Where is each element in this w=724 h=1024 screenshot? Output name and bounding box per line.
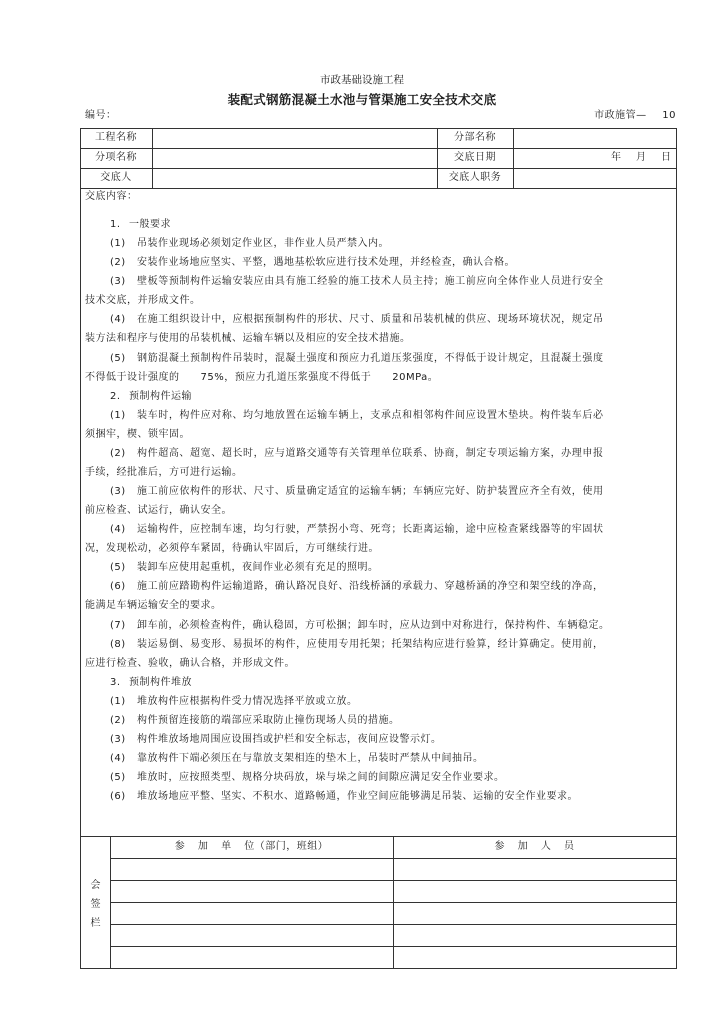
presenter-label: 交底人 <box>100 172 132 183</box>
date-year-label: 年 <box>611 152 622 163</box>
item-text-line: 堆放时，应按照类型、规格分块码放，垛与垛之间的间隙应满足安全作业要求。 <box>137 772 505 783</box>
item-text-line: 构件预留连接筋的端部应采取防止撞伤现场人员的措施。 <box>137 714 400 726</box>
item-number: (1) <box>110 695 126 707</box>
item-text-continuation: 前应检查、试运行，确认安全。 <box>85 505 232 517</box>
item-text-line: 靠放构件下端必须压在与靠放支架相连的垫木上，吊装时严禁从中间抽吊。 <box>137 753 484 764</box>
item-number: (6) <box>110 581 126 593</box>
section-number: 2. <box>110 390 121 402</box>
item-text-continuation: 应进行检查、验收，确认合格，并形成文件。 <box>85 657 295 669</box>
disclosure-content-label: 交底内容： <box>85 191 138 202</box>
item-text-line: 堆放构件应根据构件受力情况选择平放或立放。 <box>137 695 358 707</box>
item-text-line: 构件堆放场地周围应设围挡或护栏和安全标志，夜间应设警示灯。 <box>137 733 442 745</box>
signoff-row <box>110 858 676 859</box>
signoff-unit-header: 参 加 单 位（部门，班组） <box>174 841 329 852</box>
item-number: (8) <box>110 638 126 650</box>
serial-number-label: 编号： <box>85 110 117 121</box>
item-number: (3) <box>110 486 126 497</box>
division-label: 分部名称 <box>454 132 496 143</box>
item-text-line: 施工前应依构件的形状、尺寸、质量确定适宜的运输车辆；车辆应完好、防护装置应齐全有效，使用 <box>137 486 603 497</box>
item-text-continuation: 技术交底，并形成文件。 <box>85 295 201 307</box>
item-number: (1) <box>110 409 126 421</box>
item-number: (1) <box>110 238 126 250</box>
section-number: 3. <box>110 676 121 688</box>
signoff-row <box>110 946 676 947</box>
item-text-continuation: 况，发现松动，必须停车紧固，待确认牢固后，方可继续行进。 <box>85 543 379 555</box>
item-number: (4) <box>110 753 126 764</box>
item-number: (3) <box>110 733 126 745</box>
item-text-line: 装卸车应使用起重机，夜间作业必须有充足的照明。 <box>137 562 379 574</box>
item-text-continuation: 能满足车辆运输安全的要求。 <box>85 600 222 612</box>
document-category-title: 市政基础设施工程 <box>320 74 404 86</box>
item-text-line: 在施工组织设计中，应根据预制构件的形状、尺寸、质量和吊装机械的供应、现场环境状况，规定吊 <box>137 314 603 326</box>
section-heading: 一般要求 <box>129 219 171 230</box>
item-text-line: 施工前应踏勘构件运输道路，确认路况良好、沿线桥涵的承载力、穿越桥涵的净空和架空线的净高， <box>137 581 603 593</box>
item-text-line: 装车时，构件应对称、均匀地放置在运输车辆上，支承点和相邻构件间应设置木垫块。构件装车后必 <box>137 409 603 421</box>
item-number: (2) <box>110 257 126 269</box>
item-text-line: 运输构件，应控制车速，均匀行驶，严禁拐小弯、死弯；长距离运输，途中应检查紧线器等的牢固状 <box>137 524 603 536</box>
item-number: (5) <box>110 562 126 574</box>
project-name-label: 工程名称 <box>95 132 137 143</box>
signoff-row <box>110 880 676 881</box>
item-text-line: 装运易倒、易变形、易损坏的构件，应使用专用托架；托架结构应进行验算，经计算确定。使用前， <box>137 638 603 650</box>
item-text-continuation: 手续，经批准后，方可进行运输。 <box>85 466 243 478</box>
signoff-side-label: 会签栏 <box>88 879 99 936</box>
item-text-line: 堆放场地应平整、坚实、不积水、道路畅通，作业空间应能够满足吊装、运输的安全作业要求。 <box>137 791 578 803</box>
subitem-label: 分项名称 <box>95 152 137 163</box>
item-text-line: 钢筋混凝土预制构件吊装时，混凝土强度和预应力孔道压浆强度，不得低于设计规定，且混凝土强度 <box>137 352 603 364</box>
item-number: (4) <box>110 314 126 326</box>
item-text-continuation: 装方法和程序与使用的吊装机械、运输车辆以及相应的安全技术措施。 <box>85 333 411 345</box>
serial-number-code: 市政施管— 10 <box>594 110 676 121</box>
item-text-line: 构件超高、超宽、超长时，应与道路交通等有关管理单位联系、协商，制定专项运输方案，办理申报 <box>137 447 603 459</box>
item-number: (5) <box>110 352 126 364</box>
item-text-line: 吊装作业现场必须划定作业区，非作业人员严禁入内。 <box>137 238 389 250</box>
section-number: 1. <box>110 219 121 230</box>
presenter-title-label: 交底人职务 <box>448 172 502 183</box>
item-text-line: 壁板等预制构件运输安装应由具有施工经验的施工技术人员主持；施工前应向全体作业人员进行安全 <box>137 276 603 288</box>
item-number: (7) <box>110 619 126 631</box>
item-text-line: 安装作业场地应坚实、平整，遇地基松软应进行技术处理，并经检查，确认合格。 <box>137 257 515 269</box>
item-number: (6) <box>110 791 126 803</box>
section-heading: 预制构件堆放 <box>129 676 192 688</box>
item-text-continuation: 不得低于设计强度的 75%，预应力孔道压浆强度不得低于 20MPa。 <box>85 371 439 383</box>
item-number: (4) <box>110 524 126 536</box>
item-text-line: 卸车前，必须检查构件，确认稳固，方可松捆；卸车时，应从边到中对称进行，保持构件、车辆稳定。 <box>137 619 610 631</box>
date-month-label: 月 <box>636 152 647 163</box>
item-text-continuation: 须捆牢，楔、锁牢固。 <box>85 428 190 440</box>
item-number: (5) <box>110 772 126 783</box>
item-number: (3) <box>110 276 126 288</box>
item-number: (2) <box>110 447 126 459</box>
signoff-row <box>110 902 676 903</box>
disclosure-date-label: 交底日期 <box>454 152 496 163</box>
section-heading: 预制构件运输 <box>129 390 192 402</box>
document-title: 装配式钢筋混凝土水池与管渠施工安全技术交底 <box>227 92 497 107</box>
date-day-label: 日 <box>661 152 672 163</box>
signoff-row <box>110 924 676 925</box>
item-number: (2) <box>110 714 126 726</box>
signoff-people-header: 参 加 人 员 <box>494 841 575 852</box>
